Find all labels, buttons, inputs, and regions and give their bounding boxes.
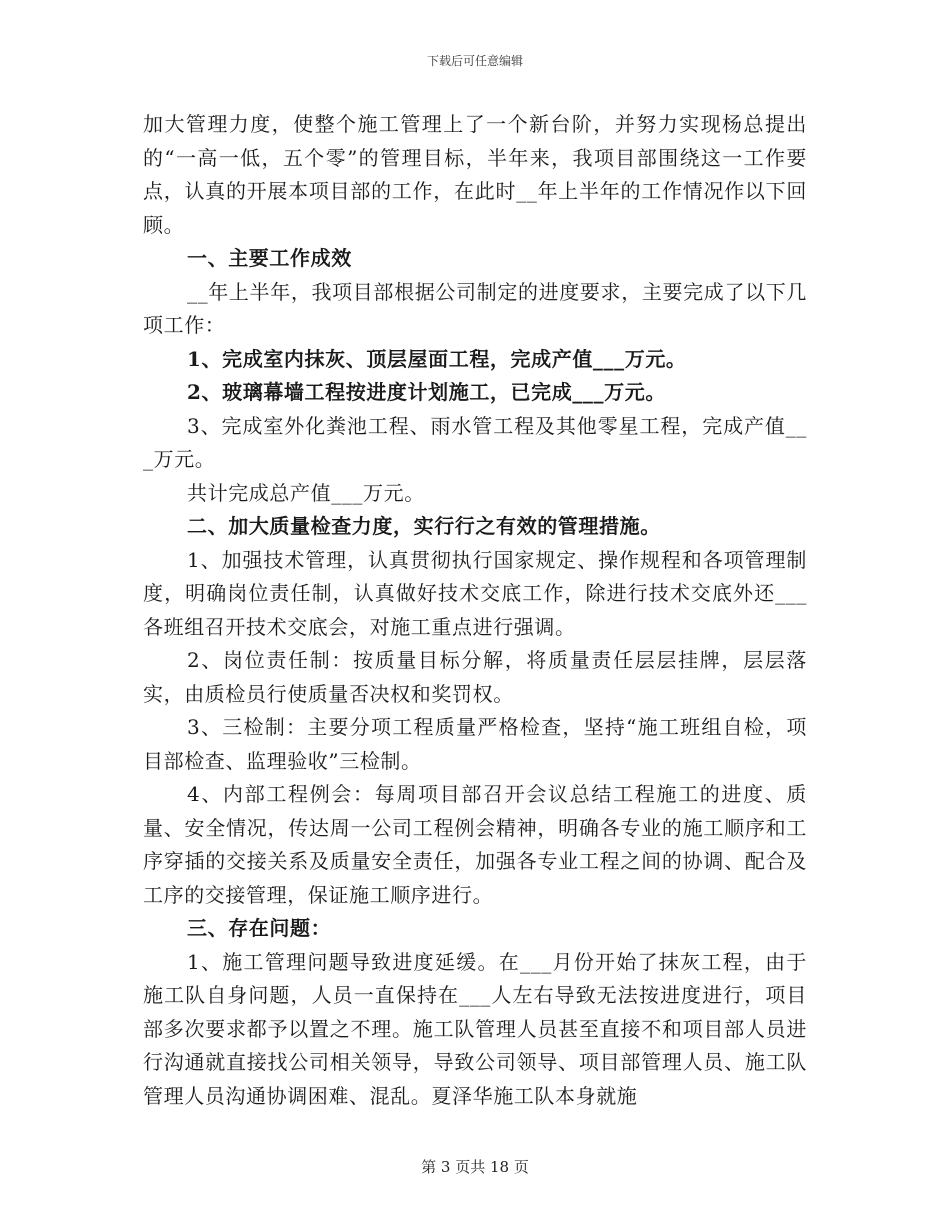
list-item: 3、三检制：主要分项工程质量严格检查，坚持“施工班组自检，项目部检查、监理验收”三检制。 [143,715,807,773]
section-heading: 二、加大质量检查力度，实行行之有效的管理措施。 [187,514,661,538]
section-heading: 三、存在问题： [187,916,332,940]
list-item: 3、完成室外化粪池工程、雨水管工程及其他零星工程，完成产值___万元。 [143,413,807,471]
paragraph: 加大管理力度，使整个施工管理上了一个新台阶，并努力实现杨总提出的“一高一低，五个零”的管理目标，半年来，我项目部围绕这一工作要点，认真的开展本项目部的工作，在此时__年上半年的工作情况作以下回顾。 [143,112,807,237]
list-item: 1、施工管理问题导致进度延缓。在___月份开始了抹灰工程，由于施工队自身问题，人员一直保持在___人左右导致无法按进度进行，项目部多次要求都予以置之不理。施工队管理人员甚至直接不和项目部人员进行沟通就直接找公司相关领导，导致公司领导、项目部管理人员、施工队管理人员沟通协调困难、混乱。夏泽华施工队本身就施 [143,949,807,1108]
list-item: 4、内部工程例会：每周项目部召开会议总结工程施工的进度、质量、安全情况，传达周一公司工程例会精神，明确各专业的施工顺序和工序穿插的交接关系及质量安全责任，加强各专业工程之间的协调、配合及工序的交接管理，保证施工顺序进行。 [143,782,807,907]
page-number: 第 3 页共 18 页 [421,1158,529,1176]
page-header: 下载后可任意编辑 [426,54,523,68]
list-item: 1、完成室内抹灰、顶层屋面工程，完成产值___万元。 [187,346,687,371]
section-heading: 一、主要工作成效 [187,246,352,270]
list-item: 2、岗位责任制：按质量目标分解，将质量责任层层挂牌，层层落实，由质检员行使质量否决权和奖罚权。 [143,648,807,706]
paragraph: __年上半年，我项目部根据公司制定的进度要求，主要完成了以下几项工作： [143,279,807,337]
list-item: 2、玻璃幕墙工程按进度计划施工，已完成___万元。 [187,380,666,404]
document-body [143,108,807,1113]
paragraph: 共计完成总产值___万元。 [187,480,425,505]
list-item: 1、加强技术管理，认真贯彻执行国家规定、操作规程和各项管理制度，明确岗位责任制，认真做好技术交底工作，除进行技术交底外还___各班组召开技术交底会，对施工重点进行强调。 [143,547,807,639]
